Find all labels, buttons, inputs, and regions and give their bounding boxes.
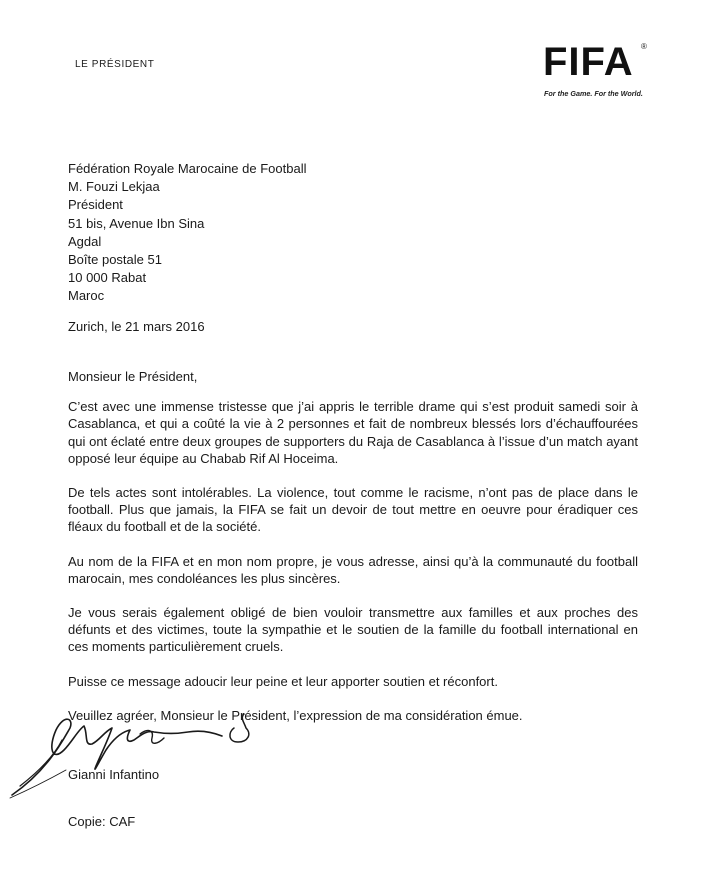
paragraph: Puisse ce message adoucir leur peine et leur apporter soutien et réconfort.	[68, 673, 498, 689]
address-line: M. Fouzi Lekjaa	[68, 179, 160, 195]
signer-name: Gianni Infantino	[68, 767, 160, 782]
address-line: 51 bis, Avenue Ibn Sina	[68, 215, 205, 231]
address-line: Maroc	[68, 288, 105, 304]
paragraph: De tels actes sont intolérables. La violence, tout comme le racisme, n’ont pas de place dans le football. Plus que jamais, la FIFA se fait un devoir de tout mettre en oeuvre pour éradiquer ces fléaux du football et de la société.	[68, 485, 638, 535]
registered-mark: ®	[641, 42, 647, 51]
address-line: Fédération Royale Marocaine de Football	[68, 161, 307, 176]
address-line: Agdal	[68, 233, 102, 249]
address-line: Président	[68, 197, 123, 213]
salutation: Monsieur le Président,	[68, 369, 198, 384]
closing: Veuillez agréer, Monsieur le Président, l’expression de ma considération émue.	[68, 707, 523, 723]
paragraph: Au nom de la FIFA et en mon nom propre, je vous adresse, ainsi qu’à la communauté du football marocain, mes condoléances les plus sincères.	[68, 553, 638, 586]
letter-date: Zurich, le 21 mars 2016	[68, 319, 205, 334]
handwritten-signature	[8, 700, 268, 800]
fifa-logo-word: FIFA	[543, 40, 634, 84]
letter-body	[68, 368, 638, 741]
paragraph: C’est avec une immense tristesse que j’ai appris le terrible drame qui s’est produit samedi soir à Casablanca, et qui a coûté la vie à 2 personnes et fait de nombreux blessés lors d’échauffourées qui ont éclaté entre deux groupes de supporters du Raja de Casablanca à l’issue d’un match ayant opposé leur équipe au Chabab Rif Al Hoceima.	[68, 399, 638, 466]
copy-line: Copie: CAF	[68, 814, 136, 829]
fifa-logo	[543, 40, 658, 100]
recipient-address	[68, 160, 306, 306]
paragraph: Je vous serais également obligé de bien vouloir transmettre aux familles et aux proches des défunts et des victimes, toute la sympathie et le soutien de la famille du football international en ces moments particulièrement cruels.	[68, 605, 638, 655]
fifa-tagline: For the Game. For the World.	[544, 89, 643, 98]
address-line: Boîte postale 51	[68, 252, 162, 268]
president-label: LE PRÉSIDENT	[75, 59, 155, 70]
address-line: 10 000 Rabat	[68, 270, 147, 286]
